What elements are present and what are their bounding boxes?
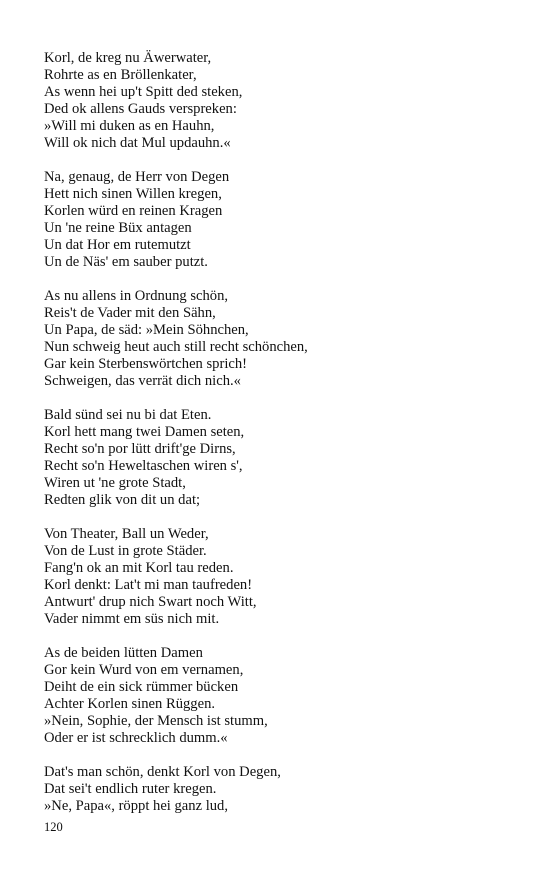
- poem-line: Schweigen, das verrät dich nich.«: [44, 373, 241, 389]
- poem-line: Deiht de ein sick rümmer bücken: [44, 679, 239, 695]
- poem-line: As nu allens in Ordnung schön,: [44, 288, 229, 304]
- poem-line: Rohrte as en Bröllenkater,: [44, 67, 197, 83]
- poem-line: Nun schweig heut auch still recht schönchen,: [44, 339, 308, 355]
- poem-line: As wenn hei up't Spitt ded steken,: [44, 84, 243, 100]
- stanza-2: [44, 169, 524, 271]
- poem-line: Hett nich sinen Willen kregen,: [44, 186, 222, 202]
- poem-line: Reis't de Vader mit den Sähn,: [44, 305, 216, 321]
- poem-line: Achter Korlen sinen Rüggen.: [44, 696, 216, 712]
- poem-body: [44, 50, 524, 832]
- poem-line: »Ne, Papa«, röppt hei ganz lud,: [44, 798, 228, 814]
- poem-line: »Will mi duken as en Hauhn,: [44, 118, 215, 134]
- poem-line: »Nein, Sophie, der Mensch ist stumm,: [44, 713, 268, 729]
- stanza-7: [44, 764, 524, 815]
- poem-line: Von Theater, Ball un Weder,: [44, 526, 209, 542]
- poem-line: As de beiden lütten Damen: [44, 645, 203, 661]
- stanza-4: [44, 407, 524, 509]
- poem-line: Recht so'n Heweltaschen wiren s',: [44, 458, 243, 474]
- poem-line: Antwurt' drup nich Swart noch Witt,: [44, 594, 257, 610]
- poem-line: Korlen würd en reinen Kragen: [44, 203, 223, 219]
- poem-line: Gor kein Wurd von em vernamen,: [44, 662, 244, 678]
- poem-line: Wiren ut 'ne grote Stadt,: [44, 475, 186, 491]
- poem-line: Vader nimmt em süs nich mit.: [44, 611, 220, 627]
- stanza-1: [44, 50, 524, 152]
- poem-line: Dat sei't endlich ruter kregen.: [44, 781, 217, 797]
- poem-line: Gar kein Sterbenswörtchen sprich!: [44, 356, 248, 372]
- poem-line: Von de Lust in grote Städer.: [44, 543, 207, 559]
- page-number: 120: [44, 820, 63, 834]
- poem-line: Fang'n ok an mit Korl tau reden.: [44, 560, 234, 576]
- stanza-6: [44, 645, 524, 747]
- poem-line: Un 'ne reine Büx antagen: [44, 220, 192, 236]
- stanza-5: [44, 526, 524, 628]
- poem-line: Korl, de kreg nu Äwerwater,: [44, 50, 212, 66]
- poem-line: Un de Näs' em sauber putzt.: [44, 254, 208, 270]
- poem-line: Ded ok allens Gauds verspreken:: [44, 101, 237, 117]
- poem-line: Un dat Hor em rutemutzt: [44, 237, 191, 253]
- poem-line: Recht so'n por lütt drift'ge Dirns,: [44, 441, 236, 457]
- poem-line: Korl denkt: Lat't mi man taufreden!: [44, 577, 253, 593]
- poem-line: Redten glik von dit un dat;: [44, 492, 201, 508]
- poem-line: Will ok nich dat Mul updauhn.«: [44, 135, 231, 151]
- poem-line: Bald sünd sei nu bi dat Eten.: [44, 407, 212, 423]
- poem-line: Korl hett mang twei Damen seten,: [44, 424, 245, 440]
- poem-line: Oder er ist schrecklich dumm.«: [44, 730, 228, 746]
- poem-line: Dat's man schön, denkt Korl von Degen,: [44, 764, 281, 780]
- stanza-3: [44, 288, 524, 390]
- poem-line: Na, genaug, de Herr von Degen: [44, 169, 230, 185]
- poem-line: Un Papa, de säd: »Mein Söhnchen,: [44, 322, 249, 338]
